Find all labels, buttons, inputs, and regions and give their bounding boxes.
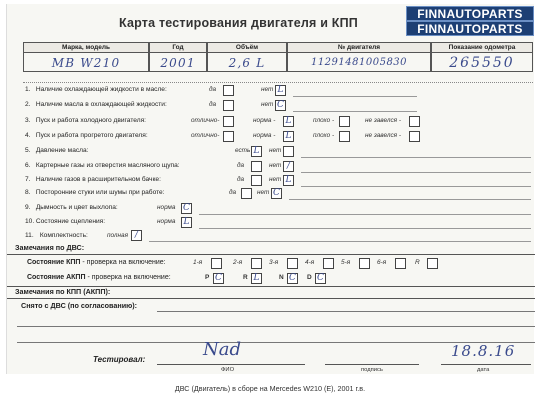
gear-checkbox[interactable] bbox=[427, 258, 438, 269]
checkbox[interactable] bbox=[409, 116, 420, 127]
tested-by-label: Тестировал: bbox=[93, 355, 146, 364]
option-label: полная bbox=[107, 232, 129, 239]
answer-line bbox=[293, 111, 417, 112]
test-card-sheet bbox=[6, 4, 534, 374]
checkbox[interactable]: L bbox=[181, 217, 192, 228]
section-divider bbox=[7, 254, 535, 255]
gear-checkbox[interactable]: L bbox=[251, 273, 262, 284]
gear-label: D bbox=[307, 274, 312, 281]
answer-line bbox=[293, 96, 417, 97]
auto-gearbox-row bbox=[27, 272, 171, 284]
manual-gearbox-row bbox=[27, 257, 166, 269]
option-label: не завелся - bbox=[365, 132, 401, 139]
check-row-7 bbox=[25, 174, 161, 186]
option-label: норма - bbox=[253, 132, 276, 139]
watermark-logo: FINNAUTOPARTS bbox=[406, 21, 534, 36]
answer-line bbox=[199, 214, 531, 215]
option-label: нет bbox=[269, 176, 282, 183]
checkbox[interactable] bbox=[251, 161, 262, 172]
option-label: норма bbox=[157, 218, 176, 225]
watermark-logo: FINNAUTOPARTS bbox=[406, 6, 534, 21]
volume-label: Объём bbox=[208, 43, 286, 53]
signature-caption: подпись bbox=[361, 367, 383, 373]
checkbox[interactable] bbox=[241, 188, 252, 199]
manual-gearbox-label: Состояние КПП bbox=[27, 259, 81, 266]
checkbox[interactable]: L bbox=[275, 85, 286, 96]
answer-line bbox=[17, 326, 535, 327]
check-row-8 bbox=[25, 187, 165, 199]
option-label: нет bbox=[261, 101, 274, 108]
option-label: норма - bbox=[253, 117, 276, 124]
answer-line bbox=[289, 199, 531, 200]
checkbox[interactable] bbox=[283, 146, 294, 157]
option-label: да bbox=[209, 101, 217, 108]
check-row-6 bbox=[25, 160, 180, 172]
gear-label: P bbox=[205, 274, 210, 281]
check-number: 1. bbox=[25, 86, 31, 93]
checkbox[interactable]: / bbox=[131, 230, 142, 241]
check-row-2 bbox=[25, 99, 167, 111]
divider bbox=[23, 82, 533, 83]
check-label: Комплектность: bbox=[39, 232, 88, 239]
answer-line bbox=[301, 172, 531, 173]
checkbox[interactable]: C bbox=[181, 203, 192, 214]
checkbox[interactable] bbox=[409, 131, 420, 142]
check-number: 9. bbox=[25, 204, 31, 211]
vehicle-header-table bbox=[23, 42, 533, 72]
check-label: Картерные газы из отверстия масляного щупа: bbox=[35, 162, 180, 169]
make-model-value: MB W210 bbox=[51, 56, 121, 70]
gear-label: 4-я bbox=[305, 259, 315, 266]
checkbox[interactable] bbox=[223, 116, 234, 127]
checkbox[interactable] bbox=[339, 131, 350, 142]
check-row-3 bbox=[25, 115, 146, 127]
check-label: Дымность и цвет выхлопа: bbox=[35, 204, 118, 211]
odometer-cell bbox=[431, 42, 533, 72]
gear-checkbox[interactable] bbox=[211, 258, 222, 269]
option-label: плохо - bbox=[313, 132, 335, 139]
answer-line bbox=[157, 311, 535, 312]
check-row-11 bbox=[25, 230, 88, 242]
manual-gearbox-suffix: - проверка на включение: bbox=[80, 259, 166, 266]
check-row-5 bbox=[25, 145, 89, 157]
section-divider bbox=[7, 298, 535, 299]
gear-checkbox[interactable]: C bbox=[213, 273, 224, 284]
check-label: Наличие масла в охлаждающей жидкости: bbox=[35, 101, 167, 108]
option-label: есть bbox=[235, 147, 251, 154]
date-caption: дата bbox=[477, 367, 490, 373]
checkbox[interactable]: L bbox=[283, 175, 294, 186]
gearbox-notes-heading: Замечания по КПП (АКПП): bbox=[15, 287, 111, 296]
gear-checkbox[interactable] bbox=[323, 258, 334, 269]
fio-caption: ФИО bbox=[221, 367, 235, 373]
check-label: Давление масла: bbox=[35, 147, 89, 154]
gear-label: R bbox=[243, 274, 248, 281]
checkbox[interactable] bbox=[223, 131, 234, 142]
year-label: Год bbox=[150, 43, 206, 53]
signature-line bbox=[325, 364, 419, 365]
option-label: не завелся - bbox=[365, 117, 401, 124]
check-number: 6. bbox=[25, 162, 31, 169]
option-label: нет bbox=[269, 147, 282, 154]
year-cell bbox=[149, 42, 207, 72]
gear-label: 5-я bbox=[341, 259, 351, 266]
check-label: Наличие охлаждающей жидкости в масле: bbox=[35, 86, 167, 93]
check-number: 2. bbox=[25, 101, 31, 108]
answer-line bbox=[199, 228, 531, 229]
option-label: да bbox=[237, 176, 245, 183]
answer-line bbox=[149, 241, 531, 242]
option-label: нет bbox=[257, 189, 270, 196]
gear-label: 1-я bbox=[193, 259, 203, 266]
checkbox[interactable] bbox=[251, 175, 262, 186]
checkbox[interactable]: / bbox=[283, 161, 294, 172]
check-number: 4. bbox=[25, 132, 31, 139]
answer-line bbox=[301, 157, 531, 158]
check-number: 8. bbox=[25, 189, 31, 196]
volume-cell bbox=[207, 42, 287, 72]
check-row-9 bbox=[25, 202, 118, 214]
check-number: 10. bbox=[25, 218, 35, 225]
card-title: Карта тестирования двигателя и КПП bbox=[119, 16, 358, 30]
check-number: 5. bbox=[25, 147, 31, 154]
gear-checkbox[interactable] bbox=[395, 258, 406, 269]
checkbox[interactable]: C bbox=[271, 188, 282, 199]
checkbox[interactable]: C bbox=[275, 100, 286, 111]
option-label: отлично- bbox=[191, 132, 220, 139]
date-line bbox=[441, 364, 531, 365]
engine-number-label: № двигателя bbox=[288, 43, 430, 53]
checkbox[interactable] bbox=[223, 85, 234, 96]
check-row-1 bbox=[25, 84, 167, 96]
gear-checkbox[interactable] bbox=[251, 258, 262, 269]
odometer-value: 265550 bbox=[449, 55, 515, 71]
year-value: 2001 bbox=[160, 56, 196, 70]
gear-checkbox[interactable]: C bbox=[315, 273, 326, 284]
gear-label: N bbox=[279, 274, 284, 281]
make-model-cell bbox=[23, 42, 149, 72]
option-label: нет bbox=[261, 86, 274, 93]
answer-line bbox=[301, 186, 531, 187]
make-model-label: Марка, модель bbox=[24, 43, 148, 53]
gear-label: 2-я bbox=[233, 259, 243, 266]
option-label: отлично- bbox=[191, 117, 220, 124]
check-label: Пуск и работа прогретого двигателя: bbox=[35, 132, 148, 139]
option-label: да bbox=[209, 86, 217, 93]
volume-value: 2,6 L bbox=[228, 56, 266, 70]
option-label: норма bbox=[157, 204, 176, 211]
option-label: да bbox=[229, 189, 237, 196]
check-number: 3. bbox=[25, 117, 31, 124]
gear-label: 3-я bbox=[269, 259, 279, 266]
option-label: да bbox=[237, 162, 245, 169]
check-label: Наличие газов в расширительном бачке: bbox=[35, 176, 161, 183]
gear-label: R bbox=[415, 259, 420, 266]
auto-gearbox-suffix: - проверка на включение: bbox=[85, 274, 171, 281]
check-label: Посторонние стуки или шумы при работе: bbox=[35, 189, 165, 196]
engine-number-cell bbox=[287, 42, 431, 72]
removed-heading: Снято с ДВС (по согласованию): bbox=[21, 301, 138, 310]
check-row-4 bbox=[25, 130, 148, 142]
gear-checkbox[interactable] bbox=[359, 258, 370, 269]
checkbox[interactable]: L bbox=[251, 146, 262, 157]
check-row-10 bbox=[25, 216, 105, 228]
check-number: 7. bbox=[25, 176, 31, 183]
gear-checkbox[interactable]: C bbox=[287, 273, 298, 284]
check-label: Состояние сцепления: bbox=[35, 218, 106, 225]
gear-label: 6-я bbox=[377, 259, 387, 266]
checkbox[interactable] bbox=[223, 100, 234, 111]
odometer-label: Показание одометра bbox=[432, 43, 532, 53]
check-label: Пуск и работа холодного двигателя: bbox=[35, 117, 146, 124]
option-label: плохо - bbox=[313, 117, 335, 124]
checkbox[interactable] bbox=[339, 116, 350, 127]
option-label: нет bbox=[269, 162, 282, 169]
tester-signature: Nad bbox=[203, 339, 242, 360]
engine-notes-heading: Замечания по ДВС: bbox=[15, 243, 85, 252]
gear-checkbox[interactable] bbox=[287, 258, 298, 269]
engine-number-value: 11291481005830 bbox=[310, 57, 408, 68]
checkbox[interactable]: L bbox=[283, 131, 294, 142]
checkbox[interactable]: L bbox=[283, 116, 294, 127]
image-caption: ДВС (Двигатель) в сборе на Mercedes W210 (E), 2001 г.в. bbox=[174, 384, 366, 393]
auto-gearbox-label: Состояние АКПП bbox=[27, 274, 86, 281]
check-number: 11. bbox=[25, 232, 34, 239]
date-value: 18.8.16 bbox=[451, 342, 516, 360]
fio-line bbox=[157, 364, 305, 365]
